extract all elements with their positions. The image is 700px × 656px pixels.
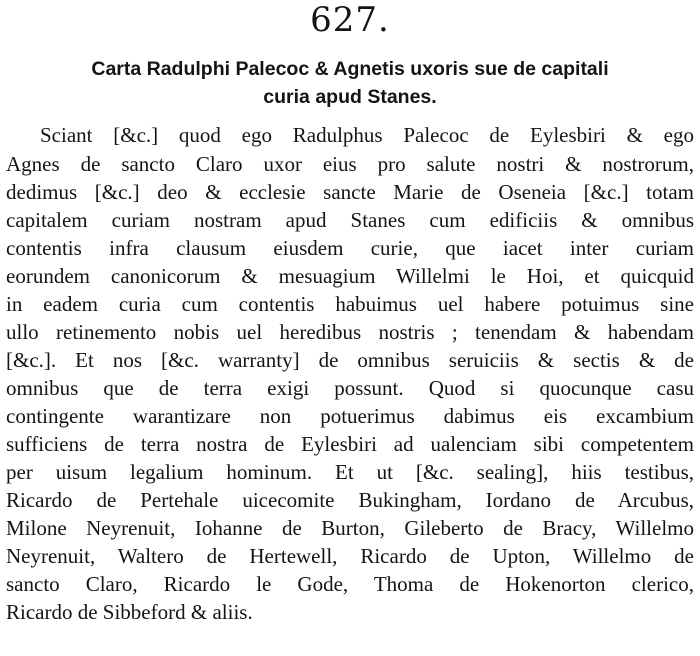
body-line: Ricardo de Sibbeford & aliis. (6, 600, 253, 624)
charter-title-line-2: curia apud Stanes. (263, 86, 437, 108)
body-line: Ricardo de Pertehale uicecomite Bukingham, Iordano de Arcubus, (6, 488, 694, 512)
body-line: sufficiens de terra nostra de Eylesbiri ad ualenciam sibi competentem (6, 432, 694, 456)
body-line: Sciant [&c.] quod ego Radulphus Palecoc de Eylesbiri & ego (40, 123, 694, 147)
body-line: Neyrenuit, Waltero de Hertewell, Ricardo de Upton, Willelmo de (6, 544, 694, 568)
body-line: in eadem curia cum contentis habuimus uel habere potuimus sine (6, 292, 694, 316)
charter-title-line-1: Carta Radulphi Palecoc & Agnetis uxoris sue de capitali (91, 58, 609, 80)
body-line: [&c.]. Et nos [&c. warranty] de omnibus seruiciis & sectis & de (6, 348, 694, 372)
body-line: omnibus que de terra exigi possunt. Quod si quocunque casu (6, 376, 694, 400)
body-line: sancto Claro, Ricardo le Gode, Thoma de Hokenorton clerico, (6, 572, 694, 596)
body-line: contentis infra clausum eiusdem curie, que iacet inter curiam (6, 236, 694, 260)
body-line: contingente warantizare non potuerimus dabimus eis excambium (6, 404, 694, 428)
body-line: Agnes de sancto Claro uxor eius pro salute nostri & nostrorum, (6, 152, 694, 176)
body-line: ullo retinemento nobis uel heredibus nostris ; tenendam & habendam (6, 320, 694, 344)
body-line: Milone Neyrenuit, Iohanne de Burton, Gileberto de Bracy, Willelmo (6, 516, 694, 540)
body-line: per uisum legalium hominum. Et ut [&c. sealing], hiis testibus, (6, 460, 694, 484)
body-line: dedimus [&c.] deo & ecclesie sancte Marie de Oseneia [&c.] totam (6, 180, 694, 204)
body-line: eorundem canonicorum & mesuagium Willelmi le Hoi, et quicquid (6, 264, 694, 288)
body-line: capitalem curiam nostram apud Stanes cum edificiis & omnibus (6, 208, 694, 232)
page-number: 627. (310, 0, 390, 40)
